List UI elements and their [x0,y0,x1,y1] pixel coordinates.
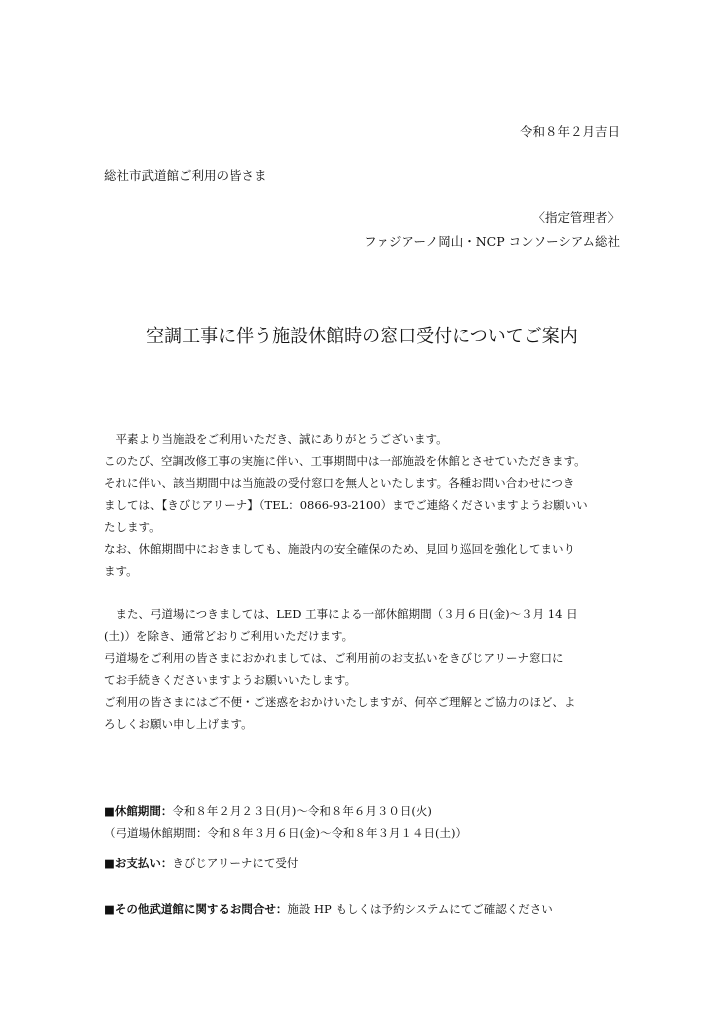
sender-role: 〈指定管理者〉 [532,210,620,225]
body-line: ご利用の皆さまにはご不便・ご迷惑をおかけいたしますが、何卒ご理解とご協力のほど、よ [104,695,576,709]
issue-date: 令和８年２月吉日 [519,124,620,139]
sender-name: ファジアーノ岡山・NCP コンソーシアム総社 [364,234,620,249]
payment-label: ■お支払い： [104,856,173,870]
payment-value: きびじアリーナにて受付 [172,856,299,870]
recipient: 総社市武道館ご利用の皆さま [104,168,267,183]
notice-title: 空調工事に伴う施設休館時の窓口受付についてご案内 [146,326,578,347]
payment [104,856,298,871]
kyudo-closure: （弓道場休館期間：令和８年３月６日(金)～令和８年３月１４日(土)） [104,826,467,840]
closure-label: ■休館期間： [104,804,173,818]
closure-period [104,804,432,819]
body-line: ます。 [104,564,138,578]
body-line: それに伴い、該当期間中は当施設の受付窓口を無人といたします。各種お問い合わせにつき [104,476,575,490]
body-line: 弓道場をご利用の皆さまにおかれましては、ご利用前のお支払いをきびじアリーナ窓口に [104,651,564,665]
inquiry [104,902,553,917]
body-line: たします。 [104,520,161,534]
body-line: てお手続きくださいますようお願いいたします。 [104,673,357,687]
body-line: また、弓道場につきましては、LED 工事による一部休館期間（３月６日(金)～３月 14 日 [104,607,578,621]
body-line: なお、休館期間中におきましても、施設内の安全確保のため、見回り巡回を強化してまいり [104,542,576,556]
body-line: ろしくお願い申し上げます。 [104,717,253,731]
inquiry-value: 施設 HP もしくは予約システムにてご確認ください [287,902,553,916]
closure-value: 令和８年２月２３日(月)～令和８年６月３０日(火) [172,804,432,818]
inquiry-label: ■その他武道館に関するお問合せ： [104,902,288,916]
body-line: (土)）を除き、通常どおりご利用いただけます。 [104,629,354,643]
body-line: 平素より当施設をご利用いただき、誠にありがとうございます。 [104,432,448,446]
body-line: ましては、【きびじアリーナ】（TEL：0866-93-2100）までご連絡くださいますようお願いい [104,498,588,512]
body-line: このたび、空調改修工事の実施に伴い、工事期間中は一部施設を休館とさせていただきます。 [104,454,586,468]
